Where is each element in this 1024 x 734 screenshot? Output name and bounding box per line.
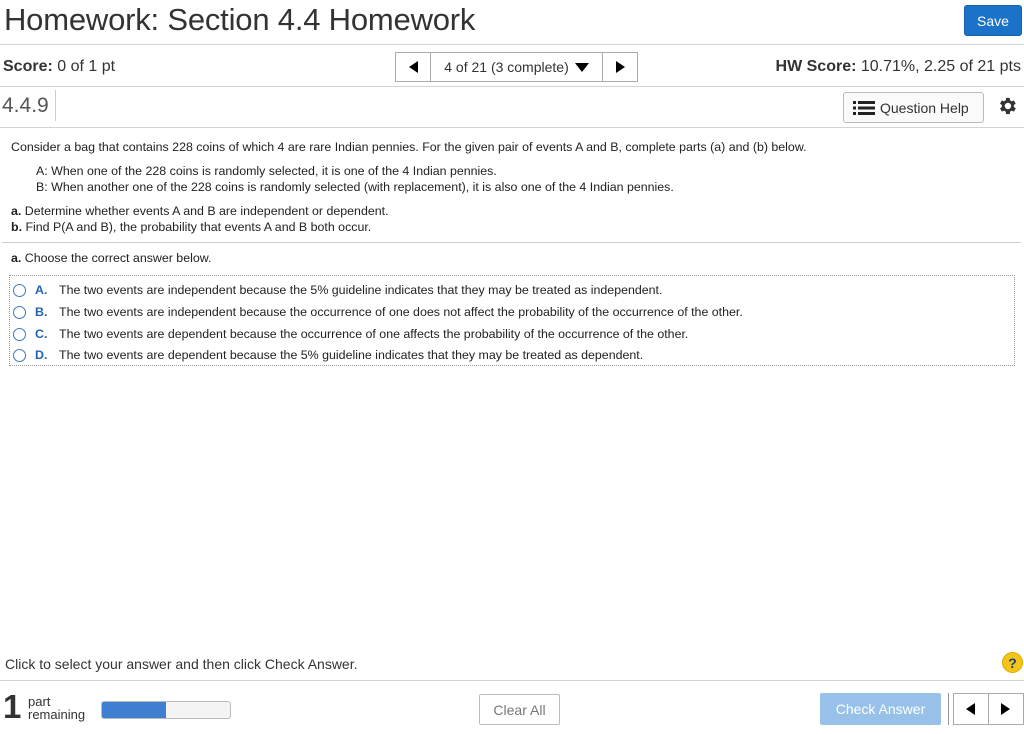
remaining-word: remaining [28,707,86,722]
triangle-right-icon [1001,703,1010,715]
option-text: The two events are dependent because the 5% guideline indicates that they may be treated as dependent. [59,348,644,362]
part-word: part [28,694,51,709]
question-help-label: Question Help [880,99,969,116]
option-letter: C. [35,327,48,341]
option-text: The two events are dependent because the occurrence of one affects the probability of the occurrence of the other. [59,327,689,341]
option-letter: B. [35,305,48,319]
footer-divider [0,680,1024,681]
option-d[interactable] [10,344,643,366]
event-a: A: When one of the 228 coins is randomly selected, it is one of the 4 Indian pennies. [36,164,497,178]
list-icon [853,100,875,116]
problem-intro: Consider a bag that contains 228 coins of which 4 are rare Indian pennies. For the given pair of events A and B, complete parts (a) and (b) below. [11,140,807,154]
part-a-text: Determine whether events A and B are independent or dependent. [24,204,389,218]
radio-button[interactable] [13,349,26,362]
question-help-button[interactable] [843,92,984,123]
check-answer-button[interactable]: Check Answer [820,693,941,725]
event-b: B: When another one of the 228 coins is randomly selected (with replacement), it is also one of the 4 Indian pennies. [36,180,674,194]
question-number: 4.4.9 [0,90,56,121]
parts-list [11,203,389,235]
option-text: The two events are independent because the 5% guideline indicates that they may be treated as independent. [59,283,663,297]
clear-all-button[interactable]: Clear All [479,694,560,725]
choose-text: Choose the correct answer below. [24,251,212,265]
option-b[interactable] [10,301,743,323]
progress-fill [102,702,166,718]
option-text: The two events are independent because the occurrence of one does not affect the probability of the occurrence of the other. [59,305,743,319]
gear-icon[interactable] [996,95,1018,117]
hw-score-label: HW Score: [775,58,857,75]
footer-instruction: Click to select your answer and then click Check Answer. [5,656,358,672]
events-list [36,163,674,195]
parts-remaining-count: 1 [3,688,22,725]
question-divider [0,127,1024,128]
option-letter: A. [35,283,48,297]
choose-label: a. [11,251,22,265]
part-a [11,203,389,219]
next-question-button[interactable] [602,53,637,81]
triangle-down-icon [575,63,589,72]
choose-instruction [11,251,211,265]
option-a[interactable] [10,279,662,301]
prev-question-button[interactable] [396,53,431,81]
radio-button[interactable] [13,284,26,297]
hw-score [776,58,1021,76]
radio-button[interactable] [13,328,26,341]
part-a-label: a. [11,204,22,218]
score-value: 0 of 1 pt [57,58,116,75]
answer-divider [2,242,1021,243]
radio-button[interactable] [13,306,26,319]
answer-options [9,275,1015,366]
triangle-left-icon [966,703,975,715]
parts-remaining-label [28,695,85,721]
progress-bar [101,701,231,719]
triangle-left-icon [409,61,418,73]
option-c[interactable] [10,323,688,345]
part-b-text: Find P(A and B), the probability that events A and B both occur. [25,220,372,234]
footer-next-button[interactable] [988,693,1024,725]
triangle-right-icon [616,61,625,73]
part-b [11,219,389,235]
footer-nav-separator [948,693,949,725]
question-circle-icon[interactable]: ? [1002,652,1023,673]
score-label: Score: [3,58,53,75]
option-letter: D. [35,348,48,362]
part-b-label: b. [11,220,23,234]
score [3,58,115,76]
footer-prev-button[interactable] [953,693,989,725]
scorebar-divider [0,86,1024,87]
hw-score-value: 10.71%, 2.25 of 21 pts [860,58,1021,75]
save-button[interactable]: Save [964,5,1022,36]
footer-navigator [948,693,1024,725]
header-divider [0,44,1024,45]
page-title: Homework: Section 4.4 Homework [4,2,476,37]
question-dropdown[interactable] [431,53,602,81]
question-navigator [395,52,638,82]
question-position: 4 of 21 (3 complete) [444,59,569,75]
